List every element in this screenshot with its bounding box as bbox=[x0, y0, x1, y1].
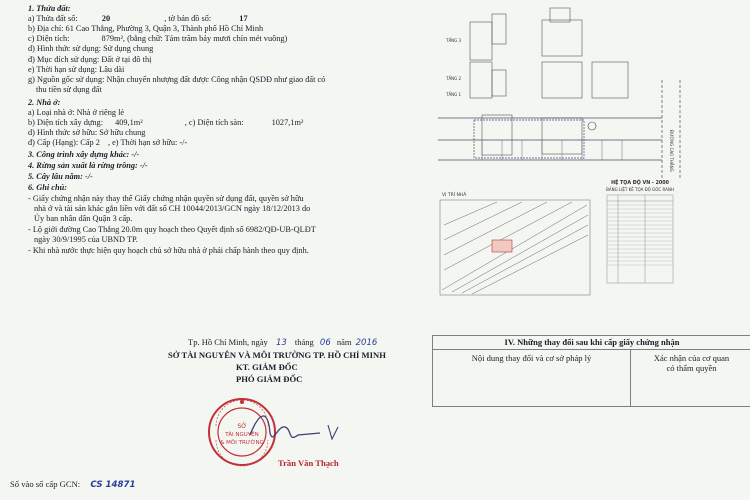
floor-plan-diagrams bbox=[470, 8, 628, 155]
floor-area-label: , c) Diện tích sàn: bbox=[184, 118, 244, 127]
street-label: ĐƯỜNG CAO THẮNG bbox=[669, 130, 674, 172]
use-form-row: d) Hình thức sử dụng: Sử dụng chung bbox=[28, 44, 154, 53]
origin-row-cont: thu tiền sử dụng đất bbox=[36, 85, 102, 94]
house-type-row: a) Loại nhà ở: Nhà ở riêng lẻ bbox=[28, 108, 125, 117]
parcel-number-label: a) Thửa đất số: bbox=[28, 14, 78, 23]
confirmation-line-2: có thẩm quyền bbox=[666, 363, 717, 373]
year-label: năm bbox=[336, 337, 352, 347]
issuing-agency: SỞ TÀI NGUYÊN VÀ MÔI TRƯỜNG TP. HỒ CHÍ MINH bbox=[168, 350, 386, 360]
map-sheet-label: , tờ bản đồ số: bbox=[164, 14, 212, 23]
date-month: 06 bbox=[319, 338, 331, 348]
section6-heading: 6. Ghi chú: bbox=[28, 183, 67, 192]
month-label: tháng bbox=[294, 337, 314, 347]
parcel-number-row bbox=[28, 14, 248, 24]
location-label: VỊ TRÍ NHÀ bbox=[442, 193, 467, 198]
note-line: nhà ở và tài sản khác gắn liền với đất số CH 10044/2013/GCN ngày 18/12/2013 do bbox=[34, 204, 311, 213]
kt-director: KT. GIÁM ĐỐC bbox=[236, 362, 298, 372]
land-plot-map bbox=[432, 0, 750, 320]
address-row: b) Địa chỉ: 61 Cao Thắng, Phường 3, Quận 3, Thành phố Hồ Chí Minh bbox=[28, 24, 264, 33]
section3-row: 3. Công trình xây dựng khác: -/- bbox=[28, 150, 140, 159]
coordinate-table bbox=[607, 195, 673, 283]
area-label: c) Diện tích: bbox=[28, 34, 70, 43]
building-area-value: 409,1m² bbox=[115, 118, 143, 127]
note-line: - Lộ giới đường Cao Thắng 20.0m quy hoạch theo Quyết định số 6982/QĐ-UB-QLĐT bbox=[28, 225, 316, 234]
ownership-row: d) Hình thức sở hữu: Sở hữu chung bbox=[28, 128, 146, 137]
use-term-row: e) Thời hạn sử dụng: Lâu dài bbox=[28, 65, 125, 74]
note-line: - Khi nhà nước thực hiện quy hoạch chủ sở hữu nhà ở phải chấp hành theo quy định. bbox=[28, 246, 309, 255]
parcel-number-value: 20 bbox=[101, 14, 111, 23]
registry-number bbox=[10, 479, 135, 490]
issue-date bbox=[188, 337, 377, 348]
location-diagram bbox=[440, 200, 590, 295]
section1-heading: 1. Thửa đất: bbox=[28, 4, 71, 13]
floor-3-label: TẦNG 3 bbox=[446, 38, 462, 43]
street-hatching bbox=[482, 140, 622, 160]
floor-1-label: TẦNG 1 bbox=[446, 92, 462, 97]
svg-text:TÀI NGUYÊN: TÀI NGUYÊN bbox=[225, 432, 259, 438]
parcel-outline bbox=[438, 80, 680, 180]
confirmation-line-1: Xác nhận của cơ quan bbox=[653, 353, 730, 363]
changes-col-content: Nội dung thay đổi và cơ sở pháp lý bbox=[433, 350, 631, 406]
section5-row: 5. Cây lâu năm: -/- bbox=[28, 172, 93, 181]
changes-table-title: IV. Những thay đổi sau khi cấp giấy chứng nhận bbox=[433, 336, 750, 350]
changes-table bbox=[432, 335, 750, 407]
date-prefix: Tp. Hồ Chí Minh, ngày bbox=[188, 337, 268, 347]
coordinate-rows bbox=[607, 205, 673, 265]
signature-icon bbox=[240, 405, 360, 450]
ownership-term: , e) Thời hạn sở hữu: -/- bbox=[107, 138, 188, 147]
note-line: Ủy ban nhân dân Quận 3 cấp. bbox=[34, 214, 133, 223]
date-day: 13 bbox=[275, 338, 287, 348]
svg-text:SỞ: SỞ bbox=[237, 423, 247, 430]
date-year: 2016 bbox=[355, 338, 378, 348]
floor-area-value: 1027,1m² bbox=[271, 118, 304, 127]
deputy-director: PHÓ GIÁM ĐỐC bbox=[236, 374, 303, 384]
registry-value: CS 14871 bbox=[90, 480, 136, 490]
section4-row: 4. Rừng sản xuất là rừng trồng: -/- bbox=[28, 161, 148, 170]
section2-heading: 2. Nhà ở: bbox=[28, 98, 61, 107]
area-value: 879m², (bằng chữ: Tám trăm bảy mươi chín mét vuông) bbox=[101, 34, 288, 43]
changes-col-confirmation bbox=[632, 350, 750, 406]
grade-value: đ) Cấp (Hạng): Cấp 2 bbox=[28, 138, 100, 147]
origin-row: g) Nguồn gốc sử dụng: Nhận chuyển nhượng đất được Công nhận QSDĐ như giao đất có bbox=[28, 75, 326, 84]
house-area-row bbox=[28, 118, 303, 128]
use-purpose-row: đ) Mục đích sử dụng: Đất ở tại đô thị bbox=[28, 55, 152, 64]
building-area-label: b) Diện tích xây dựng: bbox=[28, 118, 104, 127]
floor-2-label: TẦNG 2 bbox=[446, 76, 462, 81]
grade-row bbox=[28, 138, 187, 148]
note-line: - Giấy chứng nhận này thay thế Giấy chứng nhận quyền sử dụng đất, quyền sở hữu bbox=[28, 194, 304, 203]
north-arrow-icon bbox=[588, 122, 596, 130]
signer-name: Trần Văn Thạch bbox=[278, 458, 339, 468]
map-sheet-value: 17 bbox=[239, 14, 248, 23]
note-line: ngày 30/9/1995 của UBND TP. bbox=[34, 235, 138, 244]
registry-label: Số vào sổ cấp GCN: bbox=[10, 479, 81, 489]
svg-text:& MÔI TRƯỜNG: & MÔI TRƯỜNG bbox=[220, 440, 264, 446]
coord-table-title: BẢNG LIỆT KÊ TỌA ĐỘ GÓC RANH bbox=[606, 187, 674, 192]
coord-system-title: HỆ TỌA ĐỘ VN - 2000 bbox=[611, 181, 669, 186]
area-row bbox=[28, 34, 287, 44]
